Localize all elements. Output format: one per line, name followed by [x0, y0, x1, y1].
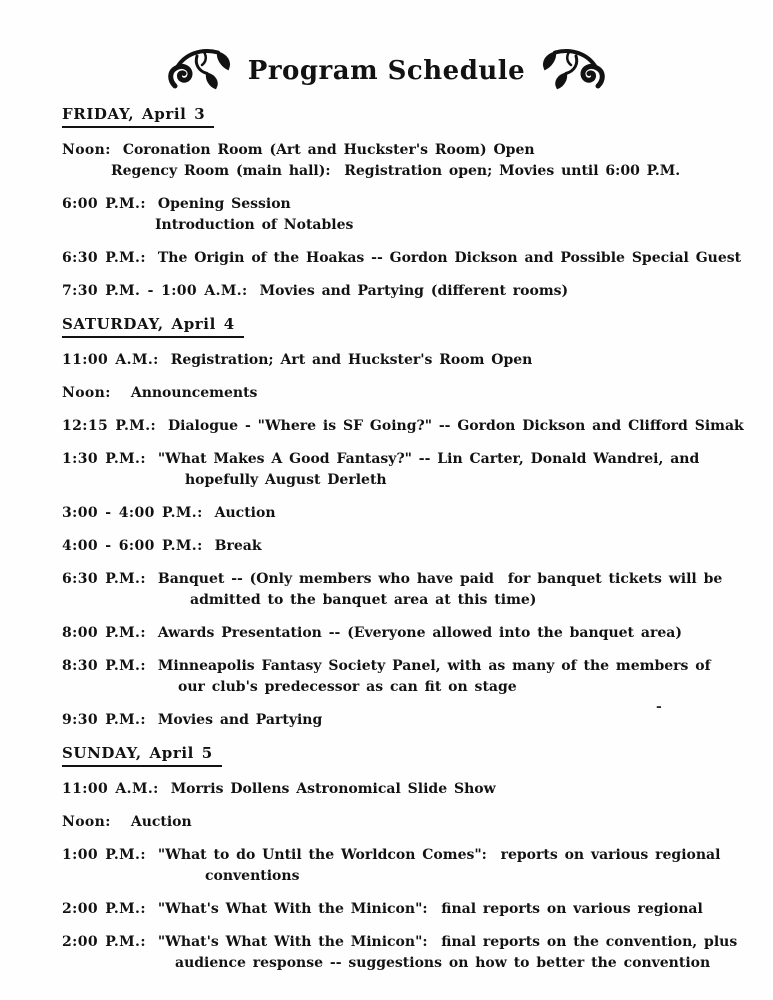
entry-text: Banquet -- (Only members who have paid for banquet tickets will be [157, 571, 723, 587]
day-heading [62, 743, 718, 767]
schedule-entry [62, 536, 718, 557]
entry-time: 6:30 P.M.: [62, 571, 146, 587]
entry-time: 3:00 - 4:00 P.M.: [62, 505, 203, 521]
day-heading [62, 104, 718, 128]
schedule-entry [62, 812, 718, 833]
entry-text: "What Makes A Good Fantasy?" -- Lin Carter, Donald Wandrei, and [157, 451, 700, 467]
entry-time: 12:15 P.M.: [62, 418, 157, 434]
entry-text: Auction [130, 814, 192, 830]
entry-text: Break [214, 538, 262, 554]
entry-time: 11:00 A.M.: [62, 781, 159, 797]
entry-continuation: Regency Room (main hall): Registration open; Movies until 6:00 P.M. [111, 163, 681, 179]
entry-first-line [62, 449, 718, 470]
entry-first-line [62, 623, 718, 644]
entry-continuation: our club's predecessor as can fit on stage [178, 679, 517, 695]
stray-scan-mark: - [656, 699, 662, 715]
entry-time: 8:00 P.M.: [62, 625, 146, 641]
schedule-section [62, 314, 744, 731]
day-heading-text: FRIDAY, April 3 [62, 104, 214, 128]
schedule [62, 104, 744, 974]
floral-flourish-mirrored-icon [539, 45, 605, 97]
entry-time: 7:30 P.M. - 1:00 A.M.: [62, 283, 248, 299]
schedule-section [62, 743, 738, 974]
entry-continuation: Introduction of Notables [155, 217, 354, 233]
entry-first-line [62, 350, 718, 371]
entry-first-line [62, 656, 718, 677]
schedule-entry [62, 656, 718, 698]
entry-first-line [62, 503, 718, 524]
schedule-entry [62, 449, 718, 491]
entry-first-line [62, 899, 718, 920]
schedule-entry [62, 503, 718, 524]
entry-text: "What to do Until the Worldcon Comes": reports on various regional [157, 847, 721, 863]
entry-first-line [62, 248, 742, 269]
entry-time: 11:00 A.M.: [62, 352, 159, 368]
schedule-entry [62, 899, 718, 920]
schedule-entry [62, 350, 718, 371]
entry-continuation: audience response -- suggestions on how to better the convention [175, 955, 711, 971]
entry-text: "What's What With the Minicon": final reports on various regional [157, 901, 703, 917]
entry-text: Announcements [130, 385, 258, 401]
day-heading [62, 314, 718, 338]
entry-continuation: admitted to the banquet area at this time) [190, 592, 537, 608]
entry-time: 2:00 P.M.: [62, 934, 146, 950]
entry-continuation: hopefully August Derleth [185, 472, 387, 488]
schedule-entry [62, 248, 742, 269]
entry-text: Auction [214, 505, 276, 521]
entry-time: Noon: [62, 142, 111, 158]
entry-text: Movies and Partying [157, 712, 323, 728]
entry-first-line [62, 710, 718, 731]
schedule-entry [62, 779, 718, 800]
entry-time: 6:00 P.M.: [62, 196, 146, 212]
entry-first-line [62, 194, 718, 215]
entry-time: Noon: [62, 814, 111, 830]
entry-time: 2:00 P.M.: [62, 901, 146, 917]
entry-continuation: conventions [205, 868, 300, 884]
schedule-entry [62, 140, 718, 182]
entry-time: 6:30 P.M.: [62, 250, 146, 266]
entry-text: The Origin of the Hoakas -- Gordon Dickson and Possible Special Guest [157, 250, 742, 266]
schedule-entry [62, 845, 721, 887]
entry-first-line [62, 383, 718, 404]
schedule-entry [62, 416, 744, 437]
day-heading-text: SATURDAY, April 4 [62, 314, 244, 338]
page-title: Program Schedule [247, 56, 526, 86]
floral-flourish-icon [168, 45, 234, 97]
entry-first-line [62, 932, 738, 953]
entry-time: 1:00 P.M.: [62, 847, 146, 863]
day-heading-text: SUNDAY, April 5 [62, 743, 222, 767]
schedule-entry [62, 281, 718, 302]
entry-text: Morris Dollens Astronomical Slide Show [170, 781, 496, 797]
entry-first-line [62, 812, 718, 833]
entry-text: Opening Session [157, 196, 291, 212]
entry-text: Minneapolis Fantasy Society Panel, with as many of the members of [157, 658, 711, 674]
entry-time: 8:30 P.M.: [62, 658, 146, 674]
entry-first-line [62, 416, 744, 437]
schedule-section [62, 104, 742, 302]
entry-text: Dialogue - "Where is SF Going?" -- Gordon Dickson and Clifford Simak [168, 418, 744, 434]
entry-first-line [62, 779, 718, 800]
entry-first-line [62, 569, 723, 590]
schedule-entry [62, 194, 718, 236]
entry-time: 4:00 - 6:00 P.M.: [62, 538, 203, 554]
entry-time: Noon: [62, 385, 111, 401]
entry-first-line [62, 536, 718, 557]
entry-first-line [62, 845, 721, 866]
entry-time: 1:30 P.M.: [62, 451, 146, 467]
entry-text: Movies and Partying (different rooms) [259, 283, 569, 299]
schedule-entry [62, 569, 723, 611]
title-row [0, 0, 773, 94]
schedule-entry [62, 710, 718, 731]
entry-text: "What's What With the Minicon": final reports on the convention, plus [157, 934, 738, 950]
entry-text: Awards Presentation -- (Everyone allowed into the banquet area) [157, 625, 682, 641]
schedule-entry [62, 932, 738, 974]
entry-first-line [62, 140, 718, 161]
entry-text: Coronation Room (Art and Huckster's Room) Open [122, 142, 535, 158]
entry-time: 9:30 P.M.: [62, 712, 146, 728]
schedule-entry [62, 623, 718, 644]
entry-text: Registration; Art and Huckster's Room Open [170, 352, 533, 368]
schedule-entry [62, 383, 718, 404]
entry-first-line [62, 281, 718, 302]
